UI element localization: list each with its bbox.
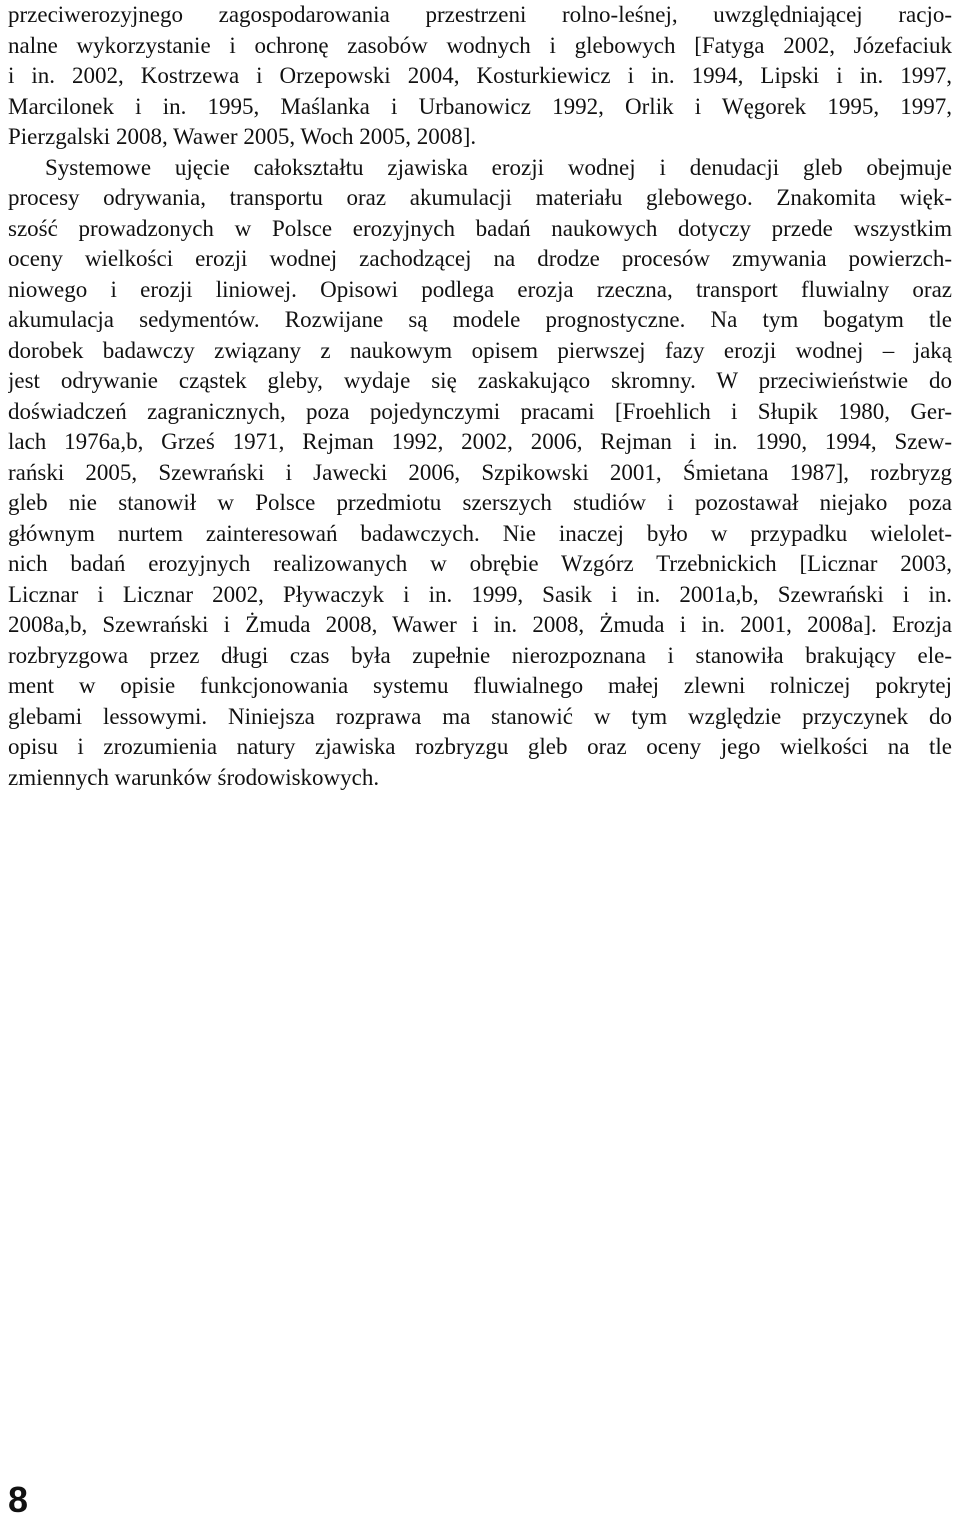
text-line: doświadczeń zagranicznych, poza pojedynczymi pracami [Froehlich i Słupik 1980, Ger- <box>8 398 952 424</box>
text-line: rozbryzgowa przez długi czas była zupełnie nierozpoznana i stanowiła brakujący ele- <box>8 642 952 668</box>
text-line: 2008a,b, Szewrański i Żmuda 2008, Wawer i in. 2008, Żmuda i in. 2001, 2008a]. Erozja <box>8 612 952 637</box>
text-line: nich badań erozyjnych realizowanych w obrębie Wzgórz Trzebnickich [Licznar 2003, <box>8 551 952 576</box>
text-line: opisu i zrozumienia natury zjawiska rozbryzgu gleb oraz oceny jego wielkości na tle <box>8 734 952 759</box>
document-page <box>8 0 952 1525</box>
text-line: glebami lessowymi. Niniejsza rozprawa ma stanowić w tym względzie przyczynek do <box>8 703 952 729</box>
text-line: Licznar i Licznar 2002, Pływaczyk i in. 1999, Sasik i in. 2001a,b, Szewrański i in. <box>8 581 952 607</box>
paragraph-2 <box>8 153 952 794</box>
text-line: Systemowe ujęcie całokształtu zjawiska erozji wodnej i denudacji gleb obejmuje <box>45 154 952 180</box>
text-line: głównym nurtem zainteresowań badawczych. Nie inaczej było w przypadku wielolet- <box>8 520 952 546</box>
text-line: gleb nie stanowił w Polsce przedmiotu szerszych studiów i pozostawał niejako poza <box>8 490 952 515</box>
text-line: rański 2005, Szewrański i Jawecki 2006, Szpikowski 2001, Śmietana 1987], rozbryzg <box>8 459 952 485</box>
text-line: jest odrywanie cząstek gleby, wydaje się zaskakująco skromny. W przeciwieństwie do <box>8 368 952 393</box>
body-text <box>8 0 952 793</box>
text-line: Marcilonek i in. 1995, Maślanka i Urbanowicz 1992, Orlik i Węgorek 1995, 1997, <box>8 93 952 119</box>
page-number: 8 <box>8 1479 29 1520</box>
text-line: akumulacja sedymentów. Rozwijane są modele prognostyczne. Na tym bogatym tle <box>8 307 952 332</box>
text-line: Pierzgalski 2008, Wawer 2005, Woch 2005, 2008]. <box>8 124 477 149</box>
text-line: dorobek badawczy związany z naukowym opisem pierwszej fazy erozji wodnej – jaką <box>8 337 952 363</box>
text-line: lach 1976a,b, Grześ 1971, Rejman 1992, 2002, 2006, Rejman i in. 1990, 1994, Szew- <box>8 429 952 454</box>
text-line: oceny wielkości erozji wodnej zachodzącej na drodze procesów zmywania powierzch- <box>8 246 952 271</box>
text-line: i in. 2002, Kostrzewa i Orzepowski 2004, Kosturkiewicz i in. 1994, Lipski i in. 1997, <box>8 63 952 88</box>
text-line: zmiennych warunków środowiskowych. <box>8 764 380 790</box>
text-line: przeciwerozyjnego zagospodarowania przestrzeni rolno-leśnej, uwzględniającej racjo- <box>8 2 952 27</box>
text-line: nalne wykorzystanie i ochronę zasobów wodnych i glebowych [Fatyga 2002, Józefaciuk <box>8 32 952 58</box>
text-line: szość prowadzonych w Polsce erozyjnych badań naukowych dotyczy przede wszystkim <box>8 215 952 241</box>
text-line: ment w opisie funkcjonowania systemu fluwialnego małej zlewni rolniczej pokrytej <box>8 673 952 698</box>
paragraph-1 <box>8 0 952 153</box>
text-line: procesy odrywania, transportu oraz akumulacji materiału glebowego. Znakomita więk- <box>8 185 952 210</box>
text-line: niowego i erozji liniowej. Opisowi podlega erozja rzeczna, transport fluwialny oraz <box>8 276 952 302</box>
